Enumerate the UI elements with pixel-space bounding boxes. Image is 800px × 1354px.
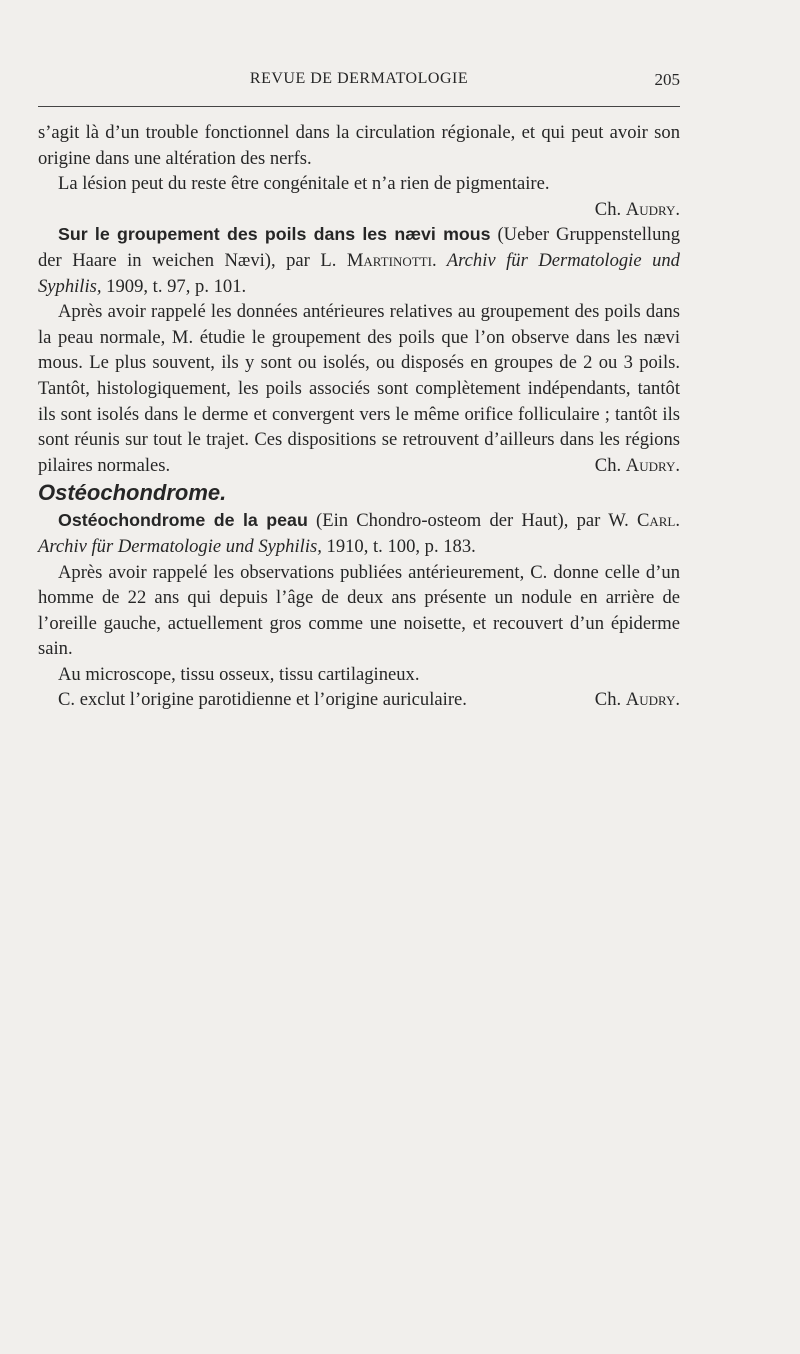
paragraph-continuation: s’agit là d’un trouble fonctionnel dans la circulation régionale, et qui peut avoir son origine dans une altération des nerfs. <box>38 122 680 169</box>
article-title: Sur le groupement des poils dans les nævi mous <box>58 224 491 245</box>
paragraph-osteochondrome-body: Après avoir rappelé les observations publiées antérieurement, C. donne celle d’un homme de 22 ans qui depuis l’âge de deux ans présente un nodule en arrière de l’oreille gauche, actuellement gros comme une noisette, et recouvert d’un épiderme sain. <box>38 561 680 660</box>
article-title: Ostéochondrome de la peau <box>58 510 308 531</box>
header-rule <box>38 106 680 107</box>
paragraph-text: C. exclut l’origine parotidienne et l’origine auriculaire. <box>58 689 467 711</box>
article-original-title: (Ein Chondro-osteom der Haut), par W. <box>307 510 637 532</box>
journal-reference: 1909, t. 97, p. 101. <box>101 275 247 297</box>
article-author: Martinotti. <box>346 249 437 271</box>
article-original-title: (Ueber Gruppenstellung der Haare in weichen Nævi), par L. <box>38 224 680 271</box>
running-title: REVUE DE DERMATOLOGIE <box>249 70 469 87</box>
signature-3 <box>575 687 680 713</box>
running-head <box>38 70 680 96</box>
signature-prefix: Ch. <box>594 198 626 220</box>
signature-name: Audry. <box>625 454 680 476</box>
article-header-osteochondrome <box>38 508 680 559</box>
paragraph-microscope: Au microscope, tissu osseux, tissu cartilagineux. <box>58 663 420 685</box>
signature-name: Audry. <box>625 689 680 711</box>
signature-name: Audry. <box>625 198 680 220</box>
signature-prefix: Ch. <box>594 689 626 711</box>
signature-1 <box>38 197 680 223</box>
signature-2 <box>575 453 680 479</box>
signature-prefix: Ch. <box>594 454 626 476</box>
journal-name: Archiv für Dermatologie und Syphilis, <box>38 535 322 557</box>
journal-name: Archiv für Dermatologie und Syphilis, <box>38 249 680 297</box>
page-number: 205 <box>654 70 680 89</box>
paragraph-text: Après avoir rappelé les données antérieures relatives au groupement des poils dans la peau normale, M. étudie le groupement des poils que l’on observe dans les nævi mous. Le plus souvent, ils y sont ou isolés, ou disposés en groupes de 2 ou 3 poils. Tantôt, histologiquement, les poils associés sont complètement indépendants, tantôt ils sont isolés dans le derme et convergent vers le même orifice folliculaire ; tantôt ils sont réunis sur tout le trajet. Ces dispositions se retrouvent d’ailleurs dans les régions pilaires normales. <box>38 301 680 476</box>
article-author: Carl. <box>636 510 680 532</box>
journal-reference: 1910, t. 100, p. 183. <box>321 535 476 557</box>
article-body <box>38 120 680 713</box>
paragraph-congenital: La lésion peut du reste être congénitale et n’a rien de pigmentaire. <box>58 173 550 195</box>
article-header-naevi <box>38 222 680 299</box>
section-heading: Ostéochondrome. <box>38 480 227 506</box>
paragraph-naevi-body <box>38 299 680 478</box>
paragraph-conclusion <box>38 687 680 713</box>
